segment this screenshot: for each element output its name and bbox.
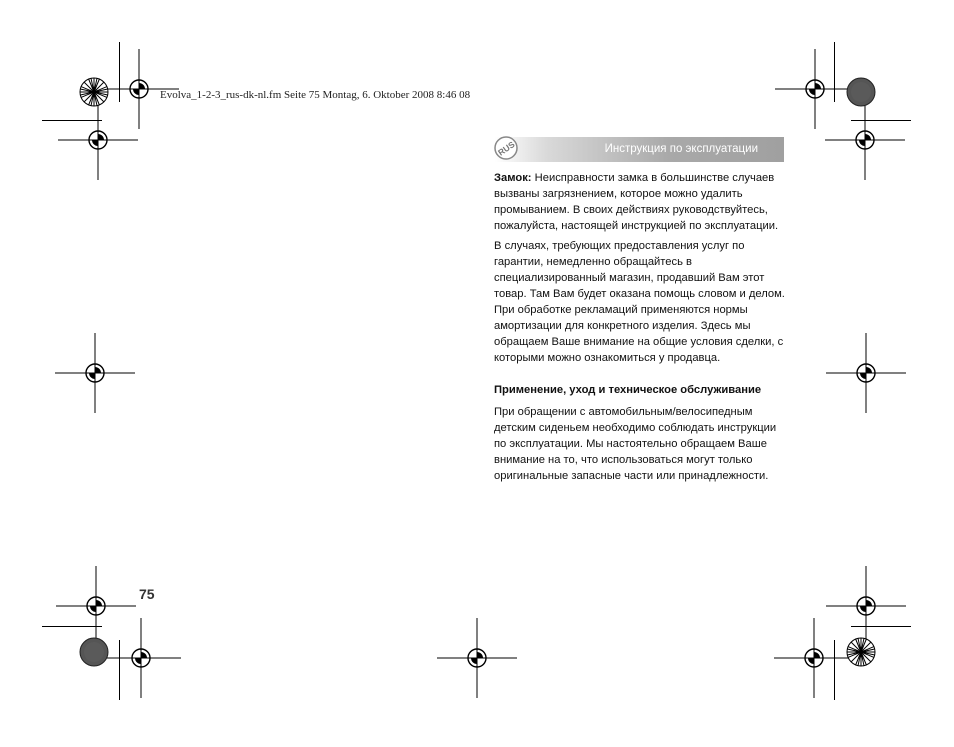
paragraph-lock (494, 170, 786, 234)
paragraph-warranty: В случаях, требующих предоставления услуг по гарантии, немедленно обращайтесь в специализированный магазин, продавший Вам этот товар. Там Вам будет оказана помощь словом и делом. При обработке рекламаций применяются нормы амортизации для конкретного изделия. Здесь мы обращаем Ваше внимание на общие условия сделки, с которыми можно ознакомиться у продавца. (494, 240, 785, 364)
page-number: 75 (139, 586, 155, 602)
print-header: Evolva_1-2-3_rus-dk-nl.fm Seite 75 Montag, 6. Oktober 2008 8:46 08 (160, 89, 471, 101)
registration-mark-icon (58, 100, 138, 180)
main-content (494, 170, 786, 488)
section-banner-title: Инструкция по эксплуатации (604, 143, 758, 155)
paragraph-text: Неисправности замка в большинстве случаев вызваны загрязнением, которое можно удалить промыванием. В своих действиях руководствуйтесь, пожалуйста, настоящей инструкцией по эксплуатации. (494, 172, 779, 232)
language-badge-label: RUS (496, 139, 517, 158)
registration-mark-icon (825, 100, 905, 180)
gray-density-mark-icon (846, 77, 876, 107)
section-text: При обращении с автомобильным/велосипедным детским сиденьем необходимо соблюдать инструкции по эксплуатации. Мы настоятельно обращаем Ваше внимание на то, что использоваться могут только оригинальные запасные части или принадлежности. (494, 406, 777, 482)
registration-mark-icon (774, 618, 854, 698)
section-banner (495, 137, 784, 162)
paragraph-lead: Замок: (494, 172, 532, 184)
registration-mark-icon (437, 618, 517, 698)
gray-density-mark-icon (79, 637, 109, 667)
registration-mark-icon (55, 333, 135, 413)
starburst-mark-icon (846, 637, 876, 667)
language-badge-icon (493, 135, 519, 161)
registration-mark-icon (101, 618, 181, 698)
starburst-mark-icon (79, 77, 109, 107)
registration-mark-icon (826, 333, 906, 413)
section-heading: Применение, уход и техническое обслуживание (494, 384, 762, 396)
